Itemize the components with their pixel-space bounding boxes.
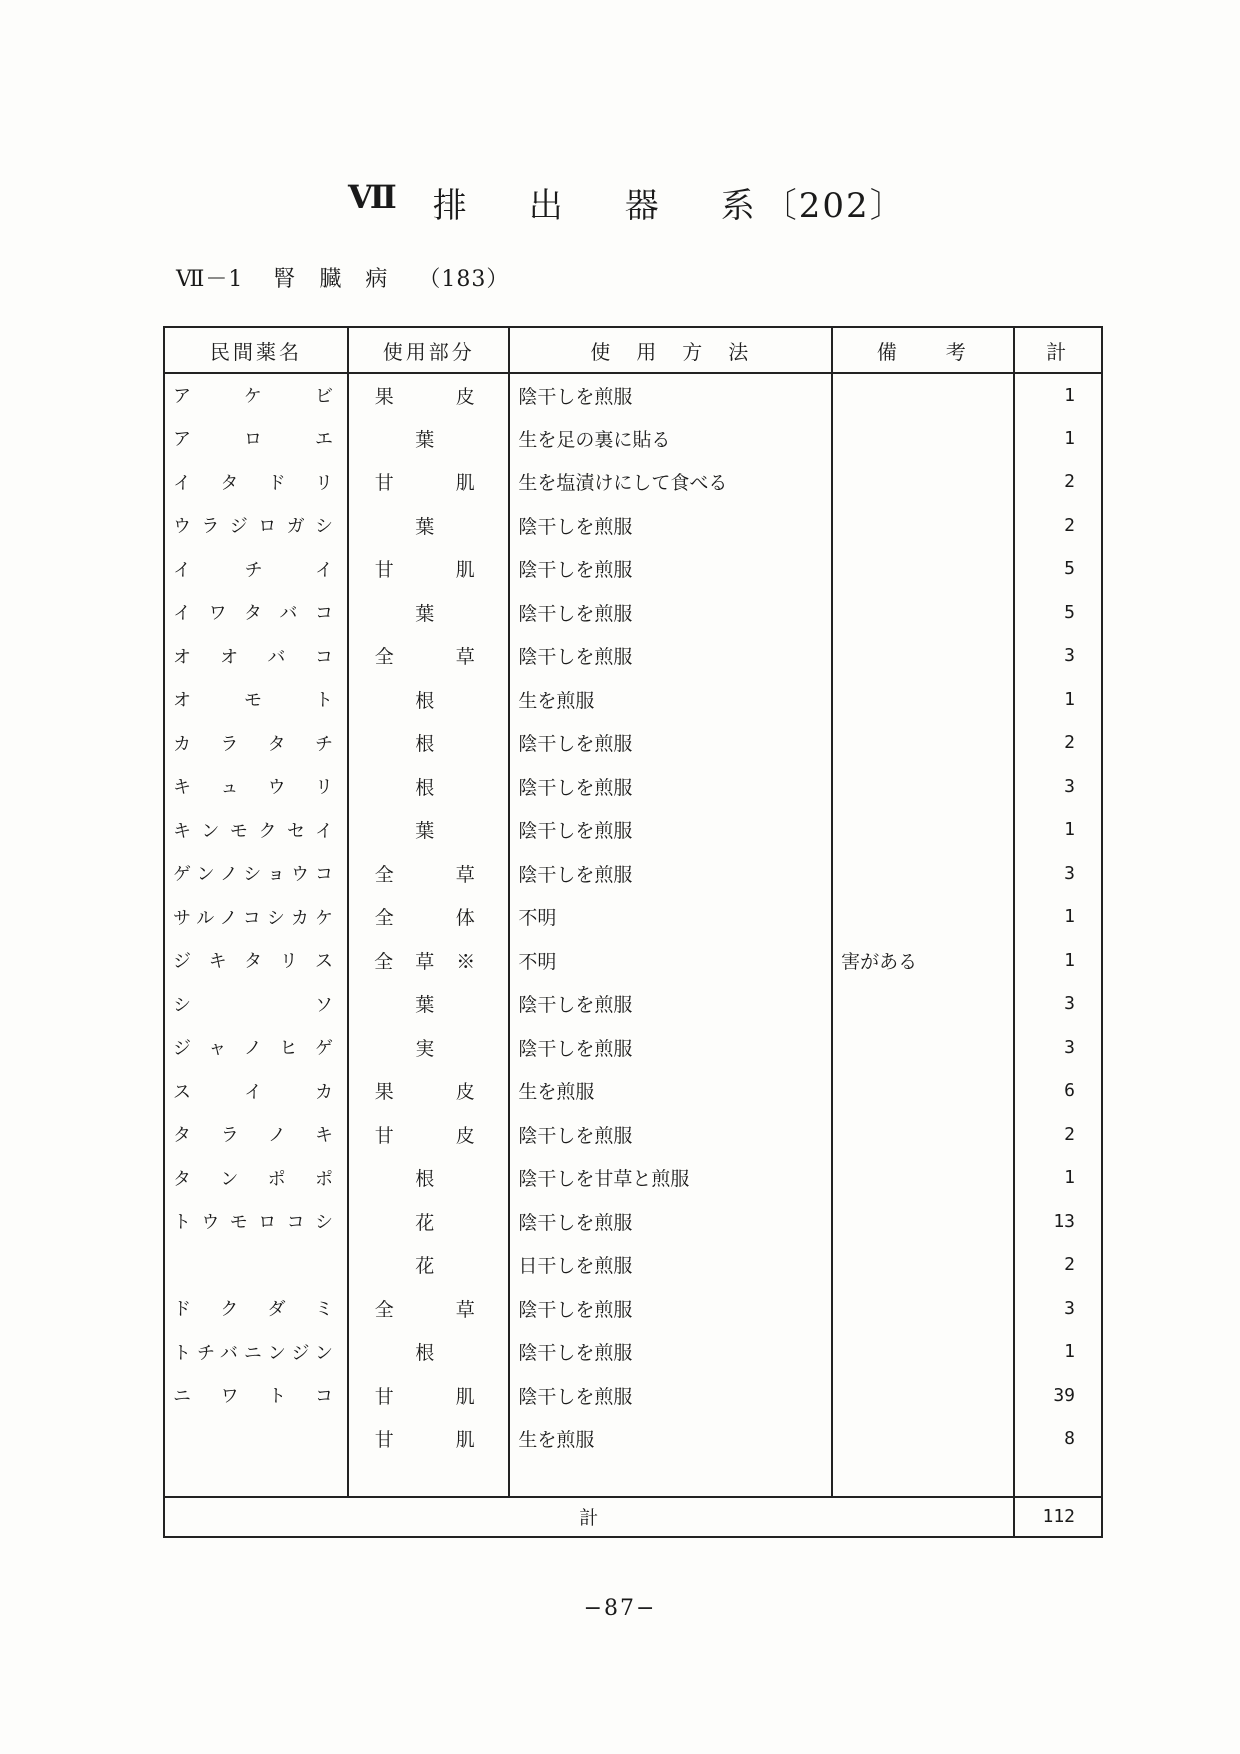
table-row: [164, 1417, 1102, 1461]
cell-part-used: 全 草 ※: [348, 939, 509, 983]
cell-note: [832, 765, 1013, 809]
cell-count: 3: [1014, 634, 1103, 678]
cell-part-used: 甘 肌: [348, 547, 509, 591]
cell-remedy-name: トチバニンジン: [164, 1330, 348, 1374]
cell-note: [832, 982, 1013, 1026]
cell-note: [832, 1200, 1013, 1244]
table-row: [164, 373, 1102, 417]
cell-note: [832, 417, 1013, 461]
cell-remedy-name: サルノコシカケ: [164, 895, 348, 939]
cell-usage-method: 陰干しを煎服: [509, 634, 832, 678]
cell-usage-method: 陰干しを煎服: [509, 765, 832, 809]
cell-count: 2: [1014, 504, 1103, 548]
cell-count: 1: [1014, 373, 1103, 417]
cell-count: 5: [1014, 591, 1103, 635]
cell-count: 3: [1014, 852, 1103, 896]
cell-part-used: 根: [348, 1330, 509, 1374]
remedy-table: [163, 326, 1103, 1538]
cell-note: [832, 895, 1013, 939]
section-roman-numeral: Ⅶ: [348, 178, 399, 216]
cell-remedy-name: イチイ: [164, 547, 348, 591]
section-count: 〔202〕: [762, 186, 906, 226]
table-row: [164, 982, 1102, 1026]
cell-note: [832, 852, 1013, 896]
cell-note: [832, 1374, 1013, 1418]
cell-remedy-name: キンモクセイ: [164, 808, 348, 852]
cell-part-used: 全 草: [348, 852, 509, 896]
table-row: [164, 547, 1102, 591]
table-row: [164, 808, 1102, 852]
header-remedy-name: 民間薬名: [164, 327, 348, 373]
cell-count: 2: [1014, 1113, 1103, 1157]
cell-note: 害がある: [832, 939, 1013, 983]
cell-part-used: 甘 肌: [348, 460, 509, 504]
cell-note: [832, 1417, 1013, 1461]
cell-usage-method: 陰干しを煎服: [509, 852, 832, 896]
cell-usage-method: 陰干しを煎服: [509, 373, 832, 417]
cell-count: 1: [1014, 1156, 1103, 1200]
cell-count: 39: [1014, 1374, 1103, 1418]
cell-count: 3: [1014, 1287, 1103, 1331]
cell-note: [832, 1113, 1013, 1157]
cell-note: [832, 504, 1013, 548]
total-row: [164, 1497, 1102, 1537]
cell-count: 8: [1014, 1417, 1103, 1461]
table-row: [164, 895, 1102, 939]
table-row: [164, 1156, 1102, 1200]
cell-note: [832, 1287, 1013, 1331]
total-label: 計: [164, 1497, 1014, 1537]
cell-part-used: 実: [348, 1026, 509, 1070]
cell-count: 2: [1014, 460, 1103, 504]
cell-remedy-name: タラノキ: [164, 1113, 348, 1157]
cell-count: 3: [1014, 982, 1103, 1026]
cell-usage-method: 日干しを煎服: [509, 1243, 832, 1287]
cell-usage-method: 陰干しを甘草と煎服: [509, 1156, 832, 1200]
empty-cell: [509, 1461, 832, 1497]
cell-note: [832, 591, 1013, 635]
total-value: 112: [1014, 1497, 1103, 1537]
cell-count: 2: [1014, 721, 1103, 765]
subsection-name: 腎 臓 病: [273, 267, 389, 292]
cell-note: [832, 1330, 1013, 1374]
section-title-char: 出: [528, 186, 565, 226]
cell-count: 3: [1014, 1026, 1103, 1070]
empty-cell: [164, 1461, 348, 1497]
cell-note: [832, 1026, 1013, 1070]
cell-usage-method: 陰干しを煎服: [509, 1026, 832, 1070]
cell-usage-method: 陰干しを煎服: [509, 1374, 832, 1418]
cell-usage-method: 生を煎服: [509, 1069, 832, 1113]
cell-part-used: 根: [348, 765, 509, 809]
cell-part-used: 葉: [348, 591, 509, 635]
header-notes: 備 考: [832, 327, 1013, 373]
cell-remedy-name: シソ: [164, 982, 348, 1026]
subsection-count: （183）: [418, 267, 510, 292]
cell-part-used: 甘 肌: [348, 1374, 509, 1418]
empty-cell: [348, 1461, 509, 1497]
cell-part-used: 根: [348, 1156, 509, 1200]
cell-usage-method: 陰干しを煎服: [509, 1200, 832, 1244]
cell-count: 1: [1014, 417, 1103, 461]
cell-remedy-name: [164, 1417, 348, 1461]
table-row: [164, 1026, 1102, 1070]
empty-cell: [1014, 1461, 1103, 1497]
cell-remedy-name: ジャノヒゲ: [164, 1026, 348, 1070]
cell-usage-method: 陰干しを煎服: [509, 1113, 832, 1157]
table-row: [164, 504, 1102, 548]
cell-note: [832, 373, 1013, 417]
table-row: [164, 939, 1102, 983]
cell-note: [832, 1069, 1013, 1113]
section-title-char: 系: [720, 186, 757, 226]
table-row: [164, 1287, 1102, 1331]
header-usage-method: 使 用 方 法: [509, 327, 832, 373]
cell-remedy-name: カラタチ: [164, 721, 348, 765]
section-title-char: 器: [624, 186, 661, 226]
table-spacer-row: [164, 1461, 1102, 1497]
cell-remedy-name: ドクダミ: [164, 1287, 348, 1331]
cell-note: [832, 547, 1013, 591]
cell-count: 1: [1014, 678, 1103, 722]
cell-remedy-name: イワタバコ: [164, 591, 348, 635]
cell-remedy-name: ジキタリス: [164, 939, 348, 983]
cell-part-used: 葉: [348, 504, 509, 548]
cell-remedy-name: オオバコ: [164, 634, 348, 678]
cell-part-used: 葉: [348, 808, 509, 852]
cell-count: 1: [1014, 808, 1103, 852]
cell-usage-method: 生を煎服: [509, 1417, 832, 1461]
cell-count: 1: [1014, 1330, 1103, 1374]
cell-remedy-name: イタドリ: [164, 460, 348, 504]
cell-remedy-name: タンポポ: [164, 1156, 348, 1200]
cell-count: 5: [1014, 547, 1103, 591]
cell-note: [832, 721, 1013, 765]
cell-count: 2: [1014, 1243, 1103, 1287]
table-row: [164, 852, 1102, 896]
cell-remedy-name: キュウリ: [164, 765, 348, 809]
table-row: [164, 765, 1102, 809]
cell-remedy-name: スイカ: [164, 1069, 348, 1113]
cell-note: [832, 1156, 1013, 1200]
cell-usage-method: 生を足の裏に貼る: [509, 417, 832, 461]
cell-part-used: 全 体: [348, 895, 509, 939]
cell-part-used: 甘 肌: [348, 1417, 509, 1461]
page-number: −87−: [583, 1596, 657, 1621]
subsection-heading: [176, 262, 539, 293]
cell-usage-method: 生を塩漬けにして食べる: [509, 460, 832, 504]
cell-usage-method: 生を煎服: [509, 678, 832, 722]
header-part-used: 使用部分: [348, 327, 509, 373]
cell-part-used: 根: [348, 678, 509, 722]
table-row: [164, 460, 1102, 504]
cell-part-used: 花: [348, 1243, 509, 1287]
cell-remedy-name: ウラジロガシ: [164, 504, 348, 548]
table-row: [164, 1330, 1102, 1374]
table-row: [164, 678, 1102, 722]
cell-usage-method: 陰干しを煎服: [509, 591, 832, 635]
table-row: [164, 1200, 1102, 1244]
cell-count: 3: [1014, 765, 1103, 809]
cell-usage-method: 陰干しを煎服: [509, 504, 832, 548]
cell-count: 13: [1014, 1200, 1103, 1244]
cell-remedy-name: ゲンノショウコ: [164, 852, 348, 896]
table-row: [164, 721, 1102, 765]
cell-remedy-name: [164, 1243, 348, 1287]
empty-cell: [832, 1461, 1013, 1497]
cell-usage-method: 陰干しを煎服: [509, 547, 832, 591]
header-count: 計: [1014, 327, 1103, 373]
cell-remedy-name: ニワトコ: [164, 1374, 348, 1418]
table-body: [164, 373, 1102, 1497]
section-title: [348, 178, 906, 227]
cell-part-used: 根: [348, 721, 509, 765]
cell-remedy-name: オモト: [164, 678, 348, 722]
table-row: [164, 591, 1102, 635]
section-title-char: 排: [432, 186, 469, 226]
cell-part-used: 果 皮: [348, 373, 509, 417]
cell-count: 6: [1014, 1069, 1103, 1113]
cell-note: [832, 460, 1013, 504]
cell-usage-method: 陰干しを煎服: [509, 721, 832, 765]
cell-part-used: 葉: [348, 417, 509, 461]
cell-count: 1: [1014, 895, 1103, 939]
cell-usage-method: 不明: [509, 939, 832, 983]
cell-note: [832, 678, 1013, 722]
cell-usage-method: 陰干しを煎服: [509, 1330, 832, 1374]
cell-part-used: 果 皮: [348, 1069, 509, 1113]
cell-part-used: 葉: [348, 982, 509, 1026]
table-row: [164, 1243, 1102, 1287]
cell-count: 1: [1014, 939, 1103, 983]
cell-part-used: 全 草: [348, 1287, 509, 1331]
cell-note: [832, 808, 1013, 852]
cell-usage-method: 陰干しを煎服: [509, 982, 832, 1026]
cell-remedy-name: アロエ: [164, 417, 348, 461]
cell-note: [832, 634, 1013, 678]
cell-remedy-name: アケビ: [164, 373, 348, 417]
cell-part-used: 全 草: [348, 634, 509, 678]
subsection-code: Ⅶ－1: [176, 267, 244, 292]
table-header-row: [164, 327, 1102, 373]
cell-usage-method: 不明: [509, 895, 832, 939]
cell-usage-method: 陰干しを煎服: [509, 808, 832, 852]
cell-part-used: 花: [348, 1200, 509, 1244]
cell-note: [832, 1243, 1013, 1287]
table-row: [164, 1069, 1102, 1113]
cell-part-used: 甘 皮: [348, 1113, 509, 1157]
cell-usage-method: 陰干しを煎服: [509, 1287, 832, 1331]
table-row: [164, 1374, 1102, 1418]
cell-remedy-name: トウモロコシ: [164, 1200, 348, 1244]
table-row: [164, 417, 1102, 461]
table-row: [164, 1113, 1102, 1157]
table-row: [164, 634, 1102, 678]
